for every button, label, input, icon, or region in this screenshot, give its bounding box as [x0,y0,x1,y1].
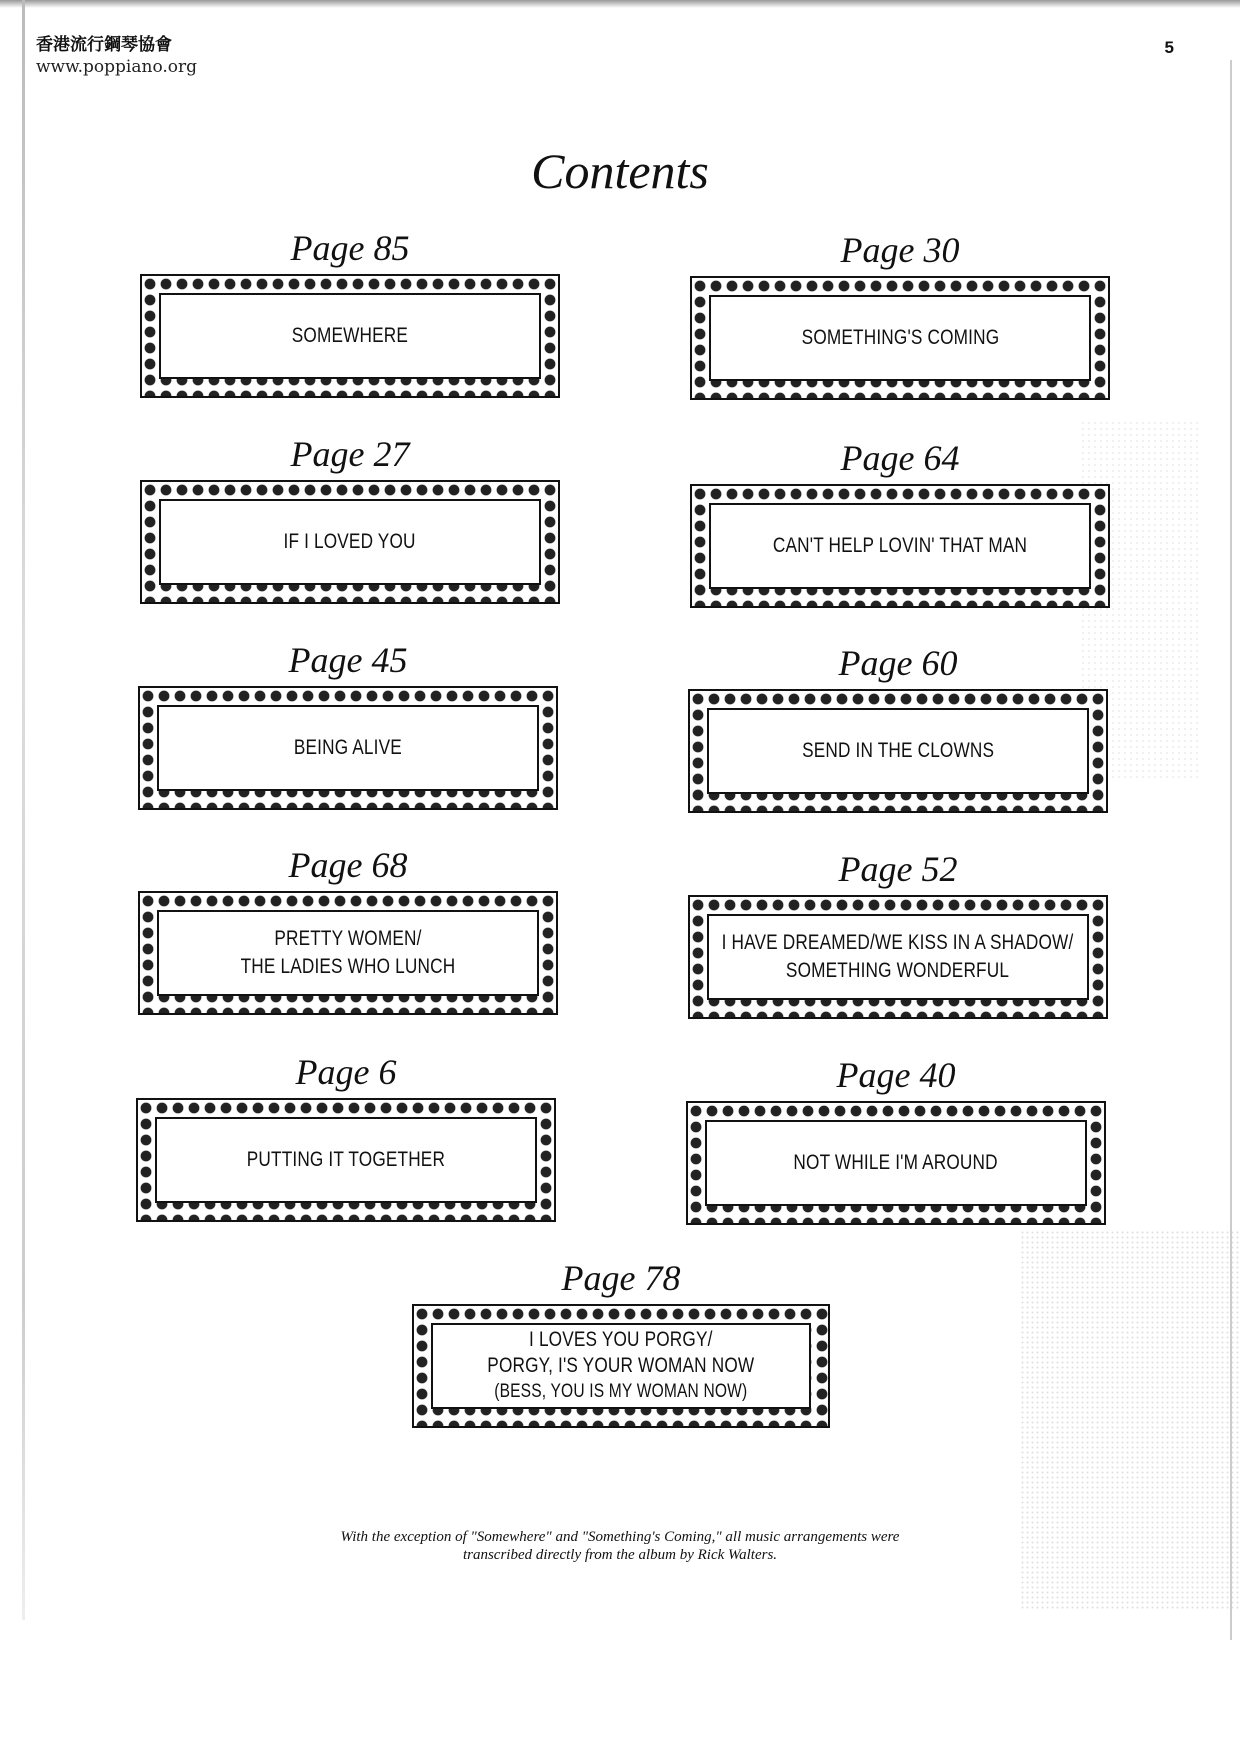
marquee-panel [155,1117,537,1203]
marquee-frame [140,274,560,398]
site-name: 香港流行鋼琴協會 [36,35,172,55]
page-reference: Page 85 [290,228,410,268]
song-title-line: NOT WHILE I'M AROUND [793,1151,999,1174]
song-title-line: CAN'T HELP LOVIN' THAT MAN [772,534,1028,557]
marquee-panel [707,708,1089,794]
marquee-panel [705,1120,1087,1206]
song-title [801,324,999,352]
page-reference: Page 68 [288,845,408,885]
marquee-frame [690,484,1110,608]
contents-entry [138,638,558,810]
marquee-frame [412,1304,830,1428]
contents-entry [136,1050,556,1222]
song-title-line: BEING ALIVE [293,736,403,759]
marquee-panel [157,910,539,996]
footnote [0,1528,1240,1564]
song-title-line: I LOVES YOU PORGY/ [529,1328,713,1351]
song-title-line: PORGY, I'S YOUR WOMAN NOW [487,1354,755,1377]
song-title-line: SOMETHING'S COMING [801,326,999,349]
page-reference: Page 52 [838,849,958,889]
contents-entry [140,432,560,604]
scan-top-edge [0,0,1240,8]
song-title-line: PUTTING IT TOGETHER [246,1148,446,1171]
song-title-line: IF I LOVED YOU [283,530,417,553]
contents-entry [690,228,1110,400]
song-title [722,929,1074,985]
marquee-frame [686,1101,1106,1225]
site-watermark [36,34,197,78]
song-title [294,734,402,762]
site-url: www.poppiano.org [36,57,198,77]
page-reference: Page 40 [836,1055,956,1095]
page-title: Contents [531,143,709,199]
song-title-line: SOMEWHERE [291,324,409,347]
song-title [292,322,408,350]
song-title-line: PRETTY WOMEN/ [274,927,422,950]
marquee-panel [709,295,1091,381]
contents-entry [686,1053,1106,1225]
scan-binding-edge [22,0,25,1620]
song-title-line: I HAVE DREAMED/WE KISS IN A SHADOW/ [722,931,1074,954]
song-title [773,532,1027,560]
marquee-panel [157,705,539,791]
page-reference: Page 45 [288,640,408,680]
marquee-frame [140,480,560,604]
page-reference: Page 78 [561,1258,681,1298]
page-reference: Page 64 [840,438,960,478]
song-title [802,737,994,765]
contents-entry [138,843,558,1015]
page-reference: Page 6 [295,1052,397,1092]
marquee-frame [688,689,1108,813]
marquee-frame [136,1098,556,1222]
marquee-frame [138,686,558,810]
song-title [241,925,456,981]
footnote-line: transcribed directly from the album by Rick Walters. [462,1547,778,1563]
contents-entry [688,847,1108,1019]
marquee-panel [431,1323,811,1409]
marquee-panel [159,499,541,585]
song-title [794,1149,998,1177]
song-title [247,1146,445,1174]
marquee-frame [688,895,1108,1019]
song-title-line: SEND IN THE CLOWNS [801,739,995,762]
contents-entry [690,436,1110,608]
marquee-panel [707,914,1089,1000]
page-number: 5 [1164,38,1174,57]
marquee-frame [138,891,558,1015]
song-title [487,1327,754,1405]
contents-entry [412,1256,830,1428]
song-title-line: (BESS, YOU IS MY WOMAN NOW) [494,1381,748,1402]
footnote-line: With the exception of "Somewhere" and "Something's Coming," all music arrangements were [340,1529,900,1545]
page-reference: Page 27 [290,434,410,474]
page-reference: Page 60 [838,643,958,683]
contents-entry [140,226,560,398]
song-title-line: THE LADIES WHO LUNCH [240,955,456,978]
marquee-panel [159,293,541,379]
song-title-line: SOMETHING WONDERFUL [786,959,1010,982]
marquee-panel [709,503,1091,589]
contents-entry [688,641,1108,813]
song-title [284,528,416,556]
page-reference: Page 30 [840,230,960,270]
marquee-frame [690,276,1110,400]
